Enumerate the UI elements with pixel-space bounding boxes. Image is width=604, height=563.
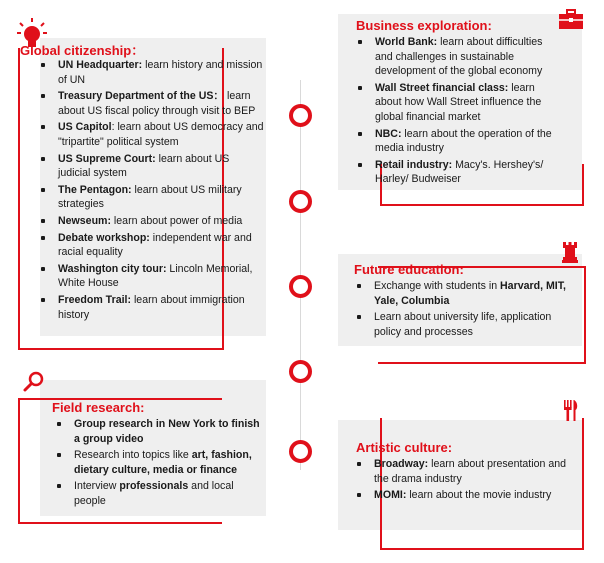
global-citizenship-list (36, 58, 264, 324)
global-citizenship-title: Global citizenship： (20, 43, 145, 58)
future-education-list (352, 279, 574, 341)
timeline-node (289, 440, 312, 463)
briefcase-icon (558, 8, 584, 30)
list-item: MOMI: learn about the movie industry (352, 488, 574, 503)
list-item: Wall Street financial class: learn about how Wall Street influence the global financial market (353, 81, 563, 125)
chess-rook-icon (560, 240, 580, 264)
list-item: Freedom Trail: learn about immigration history (36, 293, 264, 322)
list-item: US Supreme Court: learn about US judicial system (36, 152, 264, 181)
list-item: Group research in New York to finish a group video (52, 417, 262, 446)
field-research-list (52, 417, 262, 511)
fork-knife-icon (560, 398, 580, 422)
list-item: Washington city tour: Lincoln Memorial, White House (36, 262, 264, 291)
business-exploration-list (353, 35, 563, 189)
list-item: Exchange with students in Harvard, MIT, Yale, Columbia (352, 279, 574, 308)
list-item: The Pentagon: learn about US military strategies (36, 183, 264, 212)
magnifier-icon (22, 370, 46, 394)
timeline-node (289, 104, 312, 127)
future-education-title: Future education: (354, 262, 464, 277)
timeline-node (289, 190, 312, 213)
list-item: Learn about university life, application policy and processes (352, 310, 574, 339)
list-item: UN Headquarter: learn history and mission of UN (36, 58, 264, 87)
field-research-title: Field research: (52, 400, 145, 415)
list-item: Debate workshop: independent war and racial equality (36, 231, 264, 260)
list-item: Interview professionals and local people (52, 479, 262, 508)
list-item: US Capitol: learn about US democracy and "tripartite" political system (36, 120, 264, 149)
business-exploration-title: Business exploration: (356, 18, 492, 33)
timeline-node (289, 275, 312, 298)
list-item: World Bank: learn about difficulties and challenges in sustainable development of the global economy (353, 35, 563, 79)
list-item: Retail industry: Macy's. Hershey's/ Harley/ Budweiser (353, 158, 563, 187)
list-item: NBC: learn about the operation of the media industry (353, 127, 563, 156)
list-item: Broadway: learn about presentation and the drama industry (352, 457, 574, 486)
list-item: Newseum: learn about power of media (36, 214, 264, 229)
artistic-culture-list (352, 457, 574, 505)
list-item: Research into topics like art, fashion, dietary culture, media or finance (52, 448, 262, 477)
timeline-node (289, 360, 312, 383)
list-item: Treasury Department of the US： learn about US fiscal policy through visit to BEP (36, 89, 264, 118)
artistic-culture-title: Artistic culture: (356, 440, 453, 455)
